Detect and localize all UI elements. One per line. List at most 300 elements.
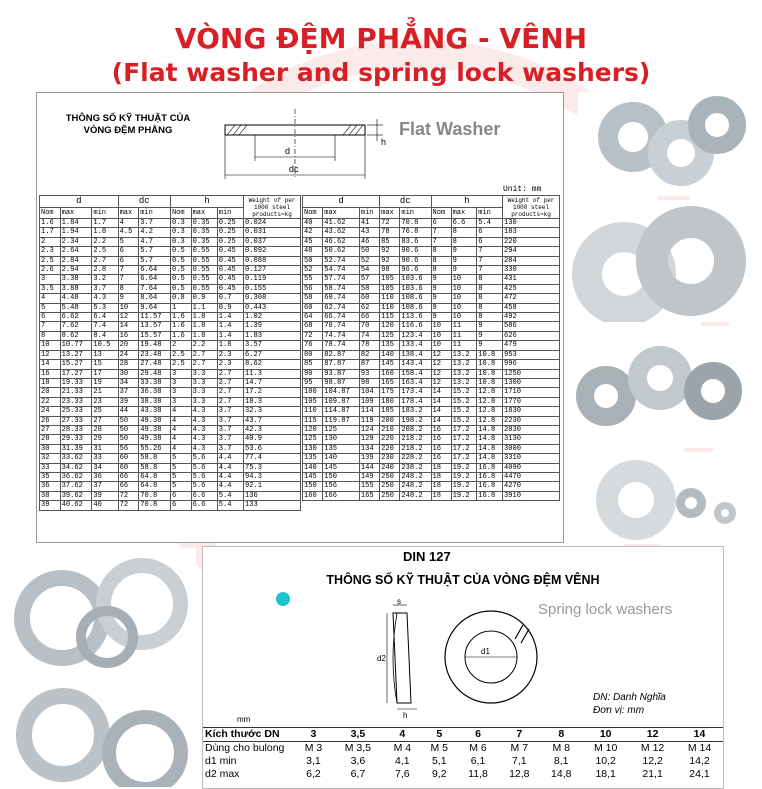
table-cell: 4090 [503, 463, 560, 472]
table-cell: 5.48 [60, 303, 92, 312]
table-cell: 36 [40, 482, 61, 491]
table-cell: 4 [384, 728, 421, 742]
table-cell: 173.4 [400, 388, 431, 397]
table-cell: 4.4 [217, 454, 243, 463]
table-cell: 3.7 [217, 407, 243, 416]
mm-note: mm [237, 715, 251, 724]
table-cell: 19 [92, 378, 118, 387]
table-cell: 5,1 [431, 755, 447, 767]
table-cell: 6.4 [92, 313, 118, 322]
table-cell: 9 [118, 294, 139, 303]
table-row [303, 322, 560, 331]
table-cell: 12,8 [509, 768, 530, 780]
table-cell: 14 [676, 728, 723, 742]
table-cell: 3.7 [217, 444, 243, 453]
table-row [40, 444, 301, 453]
table-cell: 140 [380, 350, 400, 359]
table-cell: 93 [359, 369, 379, 378]
table-cell: 12 [431, 360, 451, 369]
table-cell: M 14 [687, 742, 712, 754]
drawing-label-d2: d2 [377, 654, 386, 663]
table-cell: 68 [303, 322, 323, 331]
table-row [303, 397, 560, 406]
table-cell: 62 [359, 303, 379, 312]
table-cell: 0.45 [217, 284, 243, 293]
table-cell: 105 [380, 275, 400, 284]
table-cell: 1.8 [191, 313, 217, 322]
table-cell: 2.7 [217, 388, 243, 397]
table-cell: 77.4 [244, 454, 301, 463]
table-cell: 87 [359, 360, 379, 369]
table-cell: 43.62 [323, 228, 360, 237]
table-cell: M 8 [552, 742, 570, 754]
table-cell: 3.7 [139, 219, 171, 228]
table-cell: 185 [380, 407, 400, 416]
table-row [303, 237, 560, 246]
drawing-label-d: d [285, 146, 291, 156]
table-row [303, 388, 560, 397]
table-cell: 23 [92, 397, 118, 406]
table-cell: 6.6 [191, 491, 217, 500]
table-cell: 238.2 [400, 463, 431, 472]
drawing-label-h: h [403, 711, 408, 719]
table-cell: 103.6 [400, 275, 431, 284]
table-row [40, 416, 301, 425]
table-cell: 72 [303, 331, 323, 340]
table-row [303, 228, 560, 237]
din-badge: DIN 127 [403, 549, 451, 564]
table-cell: 11.57 [139, 313, 171, 322]
table-cell: 66 [118, 482, 139, 491]
table-cell: 248.2 [400, 482, 431, 491]
table-cell: 0.5 [170, 266, 191, 275]
table-cell: 42.3 [244, 425, 301, 434]
table-cell: 38.38 [139, 397, 171, 406]
table-cell: 130 [303, 444, 323, 453]
table-cell: 6.64 [139, 275, 171, 284]
table-cell: 250 [380, 482, 400, 491]
table-cell: 3130 [503, 435, 560, 444]
table-cell: 19.2 [451, 472, 477, 481]
table-cell: 1.39 [244, 322, 301, 331]
table-cell: 0.3 [170, 228, 191, 237]
table-cell: 50 [118, 435, 139, 444]
table-cell: 0.308 [244, 294, 301, 303]
table-cell: 21 [92, 388, 118, 397]
table-cell: 16 [431, 454, 451, 463]
table-cell: 5.7 [139, 247, 171, 256]
table-cell: 12 [431, 369, 451, 378]
table-cell: 5.4 [477, 219, 503, 228]
table-row [303, 482, 560, 491]
table-cell: 34 [92, 463, 118, 472]
table-cell: 166 [323, 491, 360, 500]
flat-spec-table-right: d dc h Weight of per 1000 steel products≈kg Nom max min max min Nom max min 40 41.62 41 72 70.8 6 6.6 5.4 130 42 43.62 43 78 76.8 7 8 6 183 45 46.62 46 85 83.6 7 8 6 220 48 50.62 50 92 90.6 8 9 7 294 50 52.74 52 92 90.6 8 9 7 284 52 54.74 54 98 96.6 8 9 7 330 55 57.74 57 105 103.6 9 10 8 431 56 58.74 58 105 103.6 9 10 8 425 58 60.74 60 110 108.6 9 10 8 472 60 62.74 62 110 108.6 9 10 8 458 64 66.74 66 115 113.6 9 10 8 492 68 70.74 70 120 116.6 10 11 9 586 72 74.74 74 125 123.4 10 11 9 626 76 78.74 78 135 133.4 10 11 9 479 80 82.87 82 140 138.4 12 13.2 10.8 953 85 87.87 87 145 143.4 12 13.2 10.8 996 90 93.87 93 160 158.4 12 13.2 10.8 1250 95 98.87 98 165 163.4 12 13.2 10.8 1300 100 104.87 104 175 173.4 14 15.2 12.8 1710 105 109.87 109 180 178.4 14 15.2 12.8 1770 110 114.87 114 185 183.2 14 15.2 12.8 1830 115 119.87 119 200 198.2 14 15.2 12.8 2230 120 125 124 210 208.2 16 17.2 14.8 2830 125 130 129 220 218.2 16 17.2 14.8 3130 130 135 134 220 218.2 16 17.2 14.8 3000 135 140 139 230 228.2 16 17.2 14.8 3310 140 145 144 240 238.2 18 19.2 16.8 4090 145 150 149 250 248.2 18 19.2 16.8 4470 150 156 155 250 248.2 18 19.2 16.8 4270 160 166 165 250 248.2 18 19.2 16.8 3910 [302, 195, 560, 501]
table-cell: 2.5 [170, 350, 191, 359]
table-cell: 46.62 [323, 237, 360, 246]
table-cell: 156 [323, 482, 360, 491]
table-cell: 0.119 [244, 275, 301, 284]
table-cell: 40.62 [60, 501, 92, 510]
table-cell: 155 [359, 482, 379, 491]
table-row [40, 454, 301, 463]
table-cell: 28.33 [60, 425, 92, 434]
table-cell: 0.35 [191, 228, 217, 237]
table-cell: 113.6 [400, 313, 431, 322]
table-cell: 3.3 [191, 378, 217, 387]
table-cell: 18 [40, 378, 61, 387]
table-cell: 4.3 [191, 407, 217, 416]
table-cell: 11,8 [468, 768, 488, 780]
table-cell: 16.8 [477, 463, 503, 472]
table-cell: 29.48 [139, 369, 171, 378]
table-cell: 4470 [503, 472, 560, 481]
table-cell: 103.6 [400, 284, 431, 293]
table-cell: 0.024 [244, 219, 301, 228]
table-cell: 10 [582, 728, 629, 742]
table-cell: 58.74 [323, 284, 360, 293]
table-cell: 85 [380, 237, 400, 246]
table-cell: 10 [40, 341, 61, 350]
table-cell: 25 [92, 407, 118, 416]
table-cell: 12 [431, 350, 451, 359]
table-cell: 50 [118, 425, 139, 434]
table-cell: 1.8 [191, 322, 217, 331]
table-cell: 74 [359, 331, 379, 340]
table-cell: 4 [170, 444, 191, 453]
table-cell: 74.74 [323, 331, 360, 340]
table-cell: 4 [170, 407, 191, 416]
table-row [303, 360, 560, 369]
table-cell: 60 [359, 294, 379, 303]
table-cell: 9 [451, 266, 477, 275]
table-cell: 19.2 [451, 491, 477, 500]
table-cell: 2.64 [60, 247, 92, 256]
table-cell: 49.38 [139, 425, 171, 434]
table-cell: 10 [451, 284, 477, 293]
table-cell: 1710 [503, 388, 560, 397]
table-cell: 10.77 [60, 341, 92, 350]
table-cell: 3.2 [92, 275, 118, 284]
table-cell: 210 [380, 425, 400, 434]
table-cell: 36.62 [60, 472, 92, 481]
table-cell: 14.8 [477, 444, 503, 453]
table-cell: 5 [170, 454, 191, 463]
table-cell: 14 [431, 416, 451, 425]
table-cell: 82.87 [323, 350, 360, 359]
table-cell: 21,1 [642, 768, 663, 780]
table-cell: 2.84 [60, 256, 92, 265]
table-cell: 18 [431, 472, 451, 481]
table-cell: 27.33 [60, 416, 92, 425]
table-cell: 82 [359, 350, 379, 359]
table-row [40, 397, 301, 406]
table-cell: 23.33 [60, 397, 92, 406]
table-cell: 14 [40, 360, 61, 369]
table-cell: 7.64 [139, 284, 171, 293]
table-row [303, 378, 560, 387]
table-cell: 3.88 [60, 284, 92, 293]
table-cell: 55 [303, 275, 323, 284]
table-cell: 14 [431, 397, 451, 406]
table-cell: 15.2 [451, 397, 477, 406]
table-cell: 0.127 [244, 266, 301, 275]
table-cell: 0.35 [191, 237, 217, 246]
table-cell: 92 [380, 247, 400, 256]
table-cell: 12,2 [642, 755, 663, 767]
table-cell: 66.74 [323, 313, 360, 322]
table-cell: 49.38 [139, 416, 171, 425]
table-row [40, 322, 301, 331]
table-cell: 33 [92, 454, 118, 463]
photo-spring-washers-1 [6, 548, 196, 676]
table-cell: 41.62 [323, 219, 360, 228]
table-cell: 8 [477, 275, 503, 284]
table-cell: 220 [380, 444, 400, 453]
table-cell: 57.74 [323, 275, 360, 284]
table-cell: 110 [303, 407, 323, 416]
drawing-label-d1: d1 [481, 647, 490, 656]
table-row [303, 454, 560, 463]
table-cell: 1.02 [244, 313, 301, 322]
table-cell: 6,1 [470, 755, 486, 767]
table-cell: 100 [303, 388, 323, 397]
table-cell: 144 [359, 463, 379, 472]
table-cell: 3310 [503, 454, 560, 463]
table-cell: 1.94 [60, 228, 92, 237]
table-row [303, 219, 560, 228]
table-row [303, 294, 560, 303]
table-cell: 6 [170, 501, 191, 510]
table-cell: 7 [118, 275, 139, 284]
flat-washer-spec-sheet [36, 92, 564, 543]
table-cell: 8 [431, 256, 451, 265]
table-cell: 50 [118, 416, 139, 425]
table-cell: 11.3 [244, 369, 301, 378]
table-cell: 16 [431, 444, 451, 453]
table-cell: 1.8 [92, 228, 118, 237]
table-cell: 3.38 [60, 275, 92, 284]
table-cell: 70.8 [400, 219, 431, 228]
table-cell: 98.87 [323, 378, 360, 387]
table-cell: 125 [380, 331, 400, 340]
table-cell: 10 [451, 275, 477, 284]
table-cell: 4.3 [92, 294, 118, 303]
table-cell: 250 [380, 472, 400, 481]
table-cell: 96.6 [400, 266, 431, 275]
table-cell: 25.33 [60, 407, 92, 416]
table-cell: 12.8 [477, 397, 503, 406]
table-cell: 3 [295, 728, 332, 742]
table-cell: 0.45 [217, 275, 243, 284]
table-cell: 8 [451, 228, 477, 237]
table-cell: 11 [451, 341, 477, 350]
table-cell: 3,6 [350, 755, 366, 767]
table-cell: 139 [359, 454, 379, 463]
table-cell: 2.3 [40, 247, 61, 256]
table-cell: 8 [451, 237, 477, 246]
table-cell: 17.2 [451, 444, 477, 453]
table-cell: 2.7 [191, 350, 217, 359]
table-cell: 46 [359, 237, 379, 246]
table-row [40, 303, 301, 312]
table-cell: 9 [431, 294, 451, 303]
table-cell: 32.3 [244, 407, 301, 416]
table-cell: 135 [380, 341, 400, 350]
spring-washer-spec-sheet [202, 546, 724, 789]
table-cell: 150 [303, 482, 323, 491]
table-cell: 22 [40, 397, 61, 406]
table-cell: 2.8 [92, 266, 118, 275]
table-cell: 9 [477, 341, 503, 350]
table-cell: 1.4 [217, 322, 243, 331]
table-cell: 28 [118, 360, 139, 369]
table-cell: 135 [303, 454, 323, 463]
table-cell: 43.38 [139, 407, 171, 416]
table-cell: 70.8 [139, 491, 171, 500]
table-cell: 134 [359, 444, 379, 453]
table-cell: 70.74 [323, 322, 360, 331]
table-row [40, 435, 301, 444]
photo-flat-washers-2 [566, 200, 756, 322]
table-cell: 3.7 [92, 284, 118, 293]
table-cell: 4.3 [191, 425, 217, 434]
table-cell: 85 [303, 360, 323, 369]
table-cell: 9 [431, 313, 451, 322]
table-cell: 17.27 [60, 369, 92, 378]
table-cell: 15.27 [60, 360, 92, 369]
table-cell: 114.87 [323, 407, 360, 416]
table-row [40, 284, 301, 293]
table-cell: 10 [118, 303, 139, 312]
table-cell: 6 [118, 247, 139, 256]
table-cell: 70.8 [139, 501, 171, 510]
table-cell: 9.64 [139, 303, 171, 312]
table-cell: 218.2 [400, 444, 431, 453]
table-cell: 0.5 [170, 275, 191, 284]
table-cell: 1.6 [170, 322, 191, 331]
table-row [40, 407, 301, 416]
table-row [203, 728, 723, 742]
table-cell: 35 [40, 472, 61, 481]
table-cell: 2.6 [40, 266, 61, 275]
table-cell: 8 [540, 728, 582, 742]
table-row [40, 472, 301, 481]
table-cell: 586 [503, 322, 560, 331]
table-cell: 0.45 [217, 256, 243, 265]
table-cell: 12 [431, 378, 451, 387]
table-row [303, 275, 560, 284]
table-cell: 1.8 [191, 331, 217, 340]
table-cell: 116.6 [400, 322, 431, 331]
table-cell: 9 [431, 303, 451, 312]
table-cell: 294 [503, 247, 560, 256]
table-cell: 183.2 [400, 407, 431, 416]
table-row [40, 501, 301, 510]
table-cell: 76.8 [400, 228, 431, 237]
table-cell: 5.4 [217, 501, 243, 510]
table-cell: 10 [451, 303, 477, 312]
table-cell: 29 [92, 435, 118, 444]
table-cell: 1.4 [217, 331, 243, 340]
table-cell: 330 [503, 266, 560, 275]
table-cell: 140 [323, 454, 360, 463]
table-cell: 43 [359, 228, 379, 237]
table-cell: 7 [40, 322, 61, 331]
table-row [40, 360, 301, 369]
table-cell: 2.2 [191, 341, 217, 350]
table-cell: 125 [303, 435, 323, 444]
table-cell: 3 [170, 378, 191, 387]
drawing-label-s: s [397, 599, 401, 606]
table-cell: 145 [380, 360, 400, 369]
table-cell: 58.8 [139, 454, 171, 463]
table-cell: 6,7 [350, 768, 366, 780]
table-cell: 140 [303, 463, 323, 472]
table-cell: 95 [303, 378, 323, 387]
table-cell: M 7 [510, 742, 529, 754]
table-cell: 2.3 [217, 360, 243, 369]
table-row [303, 416, 560, 425]
table-cell: 130 [323, 435, 360, 444]
unit-label: Unit: mm [503, 185, 542, 194]
table-cell: 220 [503, 237, 560, 246]
table-cell: 78.74 [323, 341, 360, 350]
table-row [303, 369, 560, 378]
table-cell: 60.74 [323, 294, 360, 303]
table-cell: 90.6 [400, 256, 431, 265]
table-cell: 160 [380, 369, 400, 378]
table-cell: 175 [380, 388, 400, 397]
dn-note: DN: Danh Nghĩa Đơn vị: mm [593, 692, 666, 716]
table-cell: 42 [303, 228, 323, 237]
table-cell: 3,5 [332, 728, 384, 742]
table-cell: 479 [503, 341, 560, 350]
table-cell: 6 [477, 228, 503, 237]
table-cell: 5.7 [139, 256, 171, 265]
table-row [303, 407, 560, 416]
table-cell: 8,1 [553, 755, 569, 767]
table-cell: 31.39 [60, 444, 92, 453]
table-cell: 39 [92, 491, 118, 500]
table-cell: 1.4 [217, 313, 243, 322]
table-row [40, 228, 301, 237]
table-cell: 4.4 [217, 482, 243, 491]
spring-washer-label: Spring lock washers [538, 601, 673, 618]
table-cell: 24,1 [689, 768, 710, 780]
table-cell: 7,6 [395, 768, 410, 780]
table-cell: 19.33 [60, 378, 92, 387]
table-cell: 50 [359, 247, 379, 256]
table-cell: 5.6 [191, 472, 217, 481]
table-cell: 58 [303, 294, 323, 303]
table-cell: 14 [431, 407, 451, 416]
table-cell: 8 [118, 284, 139, 293]
spring-washer-drawing [373, 599, 563, 719]
table-cell: 13.2 [451, 369, 477, 378]
table-cell: 5 [170, 472, 191, 481]
table-cell: 3,1 [306, 755, 321, 767]
table-cell: 49.38 [139, 435, 171, 444]
table-row [40, 350, 301, 359]
table-cell: 248.2 [400, 472, 431, 481]
table-cell: 425 [503, 284, 560, 293]
table-cell: 284 [503, 256, 560, 265]
table-cell: 94.3 [244, 472, 301, 481]
table-cell: 16.8 [477, 472, 503, 481]
table-cell: 5.3 [92, 303, 118, 312]
table-cell: 21.33 [60, 388, 92, 397]
